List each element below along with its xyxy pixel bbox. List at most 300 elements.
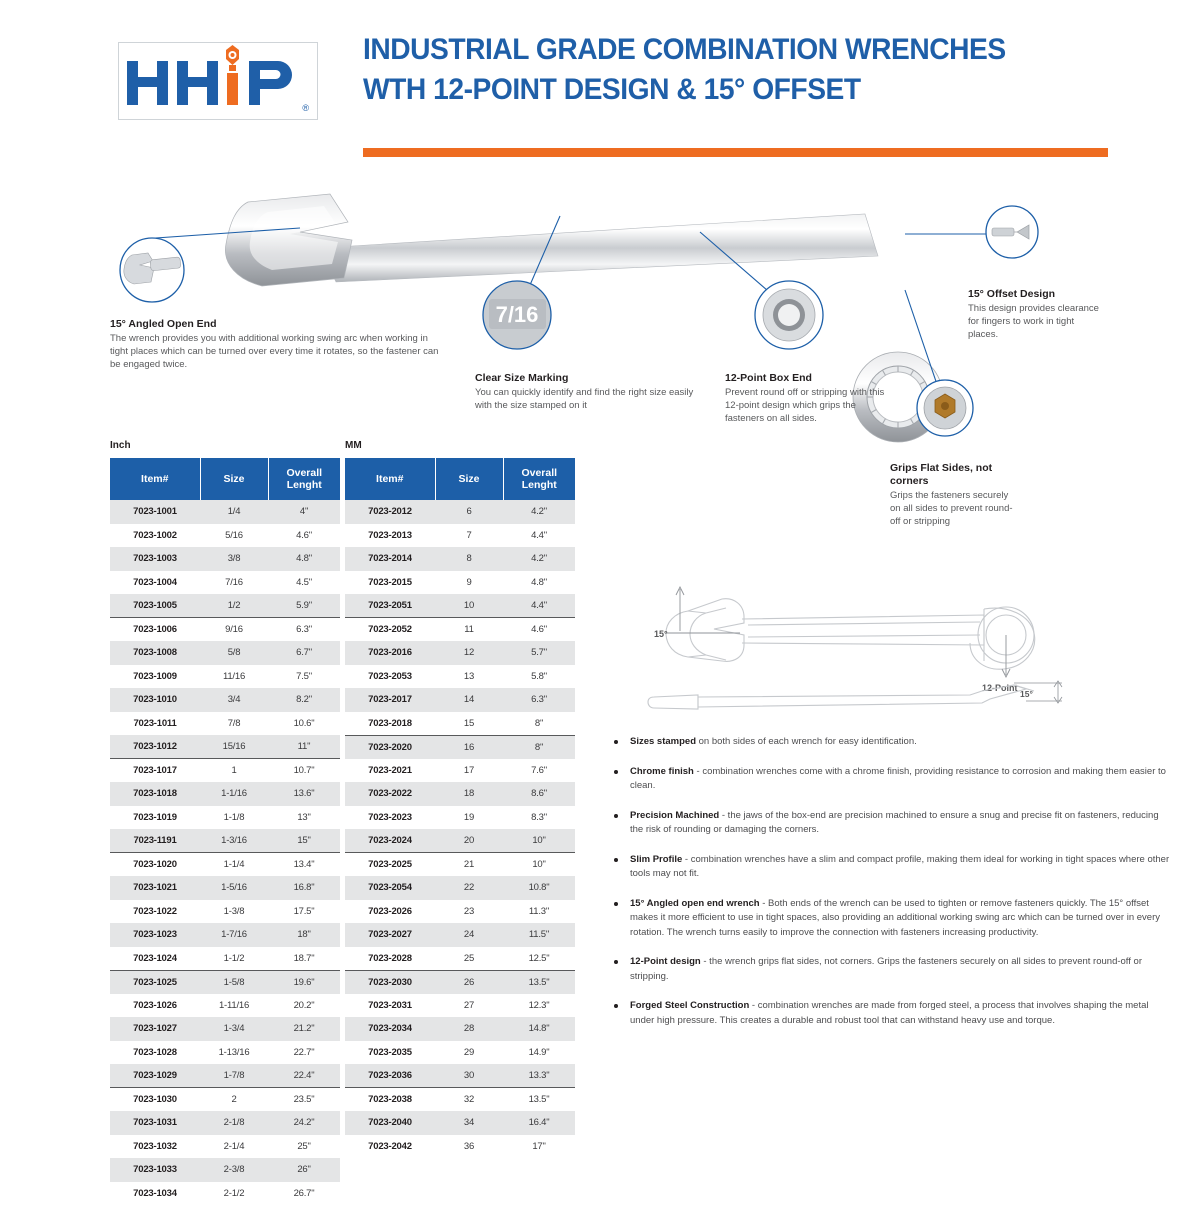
cell-size: 22 [435, 876, 503, 900]
table-row [345, 1017, 575, 1041]
cell-size: 2-1/8 [200, 1111, 268, 1135]
table-row [345, 1064, 575, 1088]
cell-overall-length: 4.2" [503, 500, 575, 524]
cell-item-number: 7023-2012 [345, 500, 435, 524]
feature-bullet-list [612, 735, 1172, 1043]
cell-overall-length: 8.6" [503, 782, 575, 806]
cell-overall-length: 6.3" [503, 688, 575, 712]
cell-item-number: 7023-1001 [110, 500, 200, 524]
cell-overall-length: 16.4" [503, 1111, 575, 1135]
cell-overall-length: 6.7" [268, 641, 340, 665]
cell-size: 1-7/8 [200, 1064, 268, 1088]
callout-grips-flat-sides [890, 462, 1020, 528]
feature-bullet-text: - combination wrenches have a slim and compact profile, making them ideal for working in tight spaces where other tools may not fit. [630, 854, 1169, 880]
table-row [110, 1088, 340, 1112]
page-title-line-2: WTH 12-POINT DESIGN & 15° OFFSET [363, 70, 1077, 110]
table-row [345, 947, 575, 971]
cell-size: 11 [435, 618, 503, 642]
cell-size: 1-11/16 [200, 994, 268, 1018]
cell-item-number: 7023-1025 [110, 970, 200, 994]
bullet-dot-icon [614, 770, 618, 774]
inset-open-end [120, 238, 184, 302]
cell-overall-length: 8" [503, 735, 575, 759]
cell-size: 1-1/8 [200, 806, 268, 830]
callout-title: Grips Flat Sides, not corners [890, 462, 1020, 488]
cell-size: 2 [200, 1088, 268, 1112]
cell-size: 1-1/16 [200, 782, 268, 806]
cell-overall-length: 12.3" [503, 994, 575, 1018]
cell-item-number: 7023-1029 [110, 1064, 200, 1088]
cell-item-number: 7023-2036 [345, 1064, 435, 1088]
feature-bullet-lead: Slim Profile [630, 854, 682, 865]
cell-overall-length: 4.8" [268, 547, 340, 571]
cell-overall-length: 15" [268, 829, 340, 853]
table-row [110, 1182, 340, 1205]
cell-overall-length: 10.6" [268, 712, 340, 736]
cell-item-number: 7023-1010 [110, 688, 200, 712]
cell-overall-length: 17.5" [268, 900, 340, 924]
hhip-logo-svg [119, 43, 317, 119]
cell-item-number: 7023-2015 [345, 571, 435, 595]
cell-item-number: 7023-2021 [345, 759, 435, 783]
cell-overall-length: 4" [268, 500, 340, 524]
callout-clear-size-marking [475, 372, 705, 412]
page-title-line-1: INDUSTRIAL GRADE COMBINATION WRENCHES [363, 30, 1077, 70]
table-row [345, 1041, 575, 1065]
feature-bullet-lead: Sizes stamped [630, 736, 696, 747]
table-row [110, 547, 340, 571]
cell-overall-length: 11.5" [503, 923, 575, 947]
cell-overall-length: 13" [268, 806, 340, 830]
cell-item-number: 7023-1032 [110, 1135, 200, 1159]
cell-size: 20 [435, 829, 503, 853]
cell-overall-length: 18" [268, 923, 340, 947]
registered-mark: ® [302, 103, 309, 113]
table-header-row [110, 458, 340, 500]
cell-overall-length: 22.7" [268, 1041, 340, 1065]
feature-bullet [612, 999, 1172, 1028]
table-row [110, 1135, 340, 1159]
col-header-length-line2: Lenght [287, 479, 322, 491]
cell-overall-length: 12.5" [503, 947, 575, 971]
table-row [110, 759, 340, 783]
cell-overall-length: 4.6" [268, 524, 340, 548]
col-header-length-line1: Overall [286, 467, 322, 479]
cell-overall-length: 13.4" [268, 853, 340, 877]
table-row [345, 994, 575, 1018]
cell-size: 13 [435, 665, 503, 689]
cell-overall-length: 13.5" [503, 970, 575, 994]
inset-box-end [755, 281, 823, 349]
table-row [110, 1111, 340, 1135]
technical-drawing [610, 575, 1170, 725]
cell-size: 26 [435, 970, 503, 994]
feature-bullet-text: - the jaws of the box-end are precision machined to ensure a snug and precise fit on fasteners, reducing the risk of rounding or damaging the corners. [630, 810, 1159, 836]
table-row [110, 900, 340, 924]
cell-size: 36 [435, 1135, 503, 1159]
bullet-dot-icon [614, 858, 618, 862]
cell-size: 29 [435, 1041, 503, 1065]
cell-item-number: 7023-1005 [110, 594, 200, 618]
table-row [110, 947, 340, 971]
table-row [345, 688, 575, 712]
table-row [345, 970, 575, 994]
cell-size: 34 [435, 1111, 503, 1135]
inch-table-label: Inch [110, 440, 131, 451]
table-row [345, 900, 575, 924]
callout-12-point-box-end [725, 372, 895, 425]
table-row [345, 735, 575, 759]
inset-offset-design [986, 206, 1038, 258]
cell-overall-length: 5.7" [503, 641, 575, 665]
callout-offset-design [968, 288, 1103, 341]
cell-overall-length: 18.7" [268, 947, 340, 971]
table-row [345, 665, 575, 689]
cell-size: 1-5/16 [200, 876, 268, 900]
cell-item-number: 7023-1022 [110, 900, 200, 924]
cell-overall-length: 4.4" [503, 524, 575, 548]
cell-size: 1-3/4 [200, 1017, 268, 1041]
cell-overall-length: 13.6" [268, 782, 340, 806]
table-row [345, 923, 575, 947]
cell-overall-length: 13.3" [503, 1064, 575, 1088]
page-title [363, 30, 1123, 110]
table-row [345, 1111, 575, 1135]
cell-overall-length: 25" [268, 1135, 340, 1159]
technical-drawing-svg [610, 575, 1170, 725]
table-row [345, 594, 575, 618]
cell-size: 15/16 [200, 735, 268, 759]
feature-bullet [612, 735, 1172, 750]
cell-size: 21 [435, 853, 503, 877]
feature-bullet-lead: Chrome finish [630, 766, 694, 777]
callout-angled-open-end [110, 318, 440, 371]
cell-size: 1 [200, 759, 268, 783]
title-accent-bar [363, 148, 1108, 157]
cell-overall-length: 5.9" [268, 594, 340, 618]
bullet-dot-icon [614, 902, 618, 906]
cell-overall-length: 7.5" [268, 665, 340, 689]
cell-item-number: 7023-2014 [345, 547, 435, 571]
inset-grips-flat-sides [917, 380, 973, 436]
cell-item-number: 7023-2035 [345, 1041, 435, 1065]
feature-bullet [612, 897, 1172, 941]
cell-size: 12 [435, 641, 503, 665]
cell-item-number: 7023-2052 [345, 618, 435, 642]
table-row [345, 1135, 575, 1159]
col-header-length [503, 458, 575, 500]
cell-item-number: 7023-1012 [110, 735, 200, 759]
feature-bullet [612, 809, 1172, 838]
cell-overall-length: 10.7" [268, 759, 340, 783]
cell-overall-length: 10" [503, 829, 575, 853]
cell-item-number: 7023-1003 [110, 547, 200, 571]
cell-item-number: 7023-2017 [345, 688, 435, 712]
cell-overall-length: 26" [268, 1158, 340, 1182]
table-row [110, 923, 340, 947]
mm-table-label: MM [345, 440, 362, 451]
tech-top-view [666, 599, 1035, 670]
table-row [345, 759, 575, 783]
cell-size: 30 [435, 1064, 503, 1088]
cell-size: 14 [435, 688, 503, 712]
feature-bullet-text: - combination wrenches are made from forged steel, a process that involves shaping the metal under high pressure. This creates a durable and robust tool that can withstand heavy use and torque. [630, 1000, 1149, 1026]
cell-item-number: 7023-1017 [110, 759, 200, 783]
cell-size: 1-3/8 [200, 900, 268, 924]
table-row [110, 1041, 340, 1065]
table-row [110, 618, 340, 642]
cell-overall-length: 26.7" [268, 1182, 340, 1205]
table-row [110, 829, 340, 853]
table-row [110, 571, 340, 595]
table-row [110, 994, 340, 1018]
table-row [110, 876, 340, 900]
size-stamp-text: 7/16 [496, 302, 539, 327]
cell-item-number: 7023-1191 [110, 829, 200, 853]
cell-size: 2-1/4 [200, 1135, 268, 1159]
cell-item-number: 7023-2051 [345, 594, 435, 618]
cell-item-number: 7023-1018 [110, 782, 200, 806]
cell-size: 2-1/2 [200, 1182, 268, 1205]
cell-item-number: 7023-1034 [110, 1182, 200, 1205]
cell-size: 32 [435, 1088, 503, 1112]
table-row [345, 641, 575, 665]
cell-size: 1-1/2 [200, 947, 268, 971]
bullet-dot-icon [614, 1004, 618, 1008]
cell-item-number: 7023-1004 [110, 571, 200, 595]
cell-size: 6 [435, 500, 503, 524]
cell-item-number: 7023-2020 [345, 735, 435, 759]
cell-overall-length: 24.2" [268, 1111, 340, 1135]
cell-overall-length: 11.3" [503, 900, 575, 924]
cell-overall-length: 14.8" [503, 1017, 575, 1041]
cell-size: 7/16 [200, 571, 268, 595]
cell-size: 19 [435, 806, 503, 830]
cell-size: 9/16 [200, 618, 268, 642]
cell-item-number: 7023-2053 [345, 665, 435, 689]
cell-size: 18 [435, 782, 503, 806]
callout-title: 15° Offset Design [968, 288, 1103, 301]
cell-size: 11/16 [200, 665, 268, 689]
cell-item-number: 7023-1011 [110, 712, 200, 736]
cell-size: 10 [435, 594, 503, 618]
cell-item-number: 7023-2027 [345, 923, 435, 947]
feature-bullet-lead: 15° Angled open end wrench [630, 898, 760, 909]
cell-item-number: 7023-1024 [110, 947, 200, 971]
cell-item-number: 7023-2028 [345, 947, 435, 971]
cell-item-number: 7023-2013 [345, 524, 435, 548]
cell-item-number: 7023-1021 [110, 876, 200, 900]
cell-item-number: 7023-1033 [110, 1158, 200, 1182]
cell-item-number: 7023-1027 [110, 1017, 200, 1041]
table-row [110, 688, 340, 712]
callout-body: This design provides clearance for fingers to work in tight places. [968, 302, 1103, 341]
table-row [110, 712, 340, 736]
mm-table-body [345, 500, 575, 1158]
table-row [110, 524, 340, 548]
cell-item-number: 7023-2038 [345, 1088, 435, 1112]
table-row [110, 665, 340, 689]
cell-overall-length: 14.9" [503, 1041, 575, 1065]
feature-bullet [612, 853, 1172, 882]
tech-label-offset-angle: 15° [1020, 689, 1033, 699]
callout-body: You can quickly identify and find the right size easily with the size stamped on it [475, 386, 705, 412]
cell-size: 24 [435, 923, 503, 947]
cell-overall-length: 8" [503, 712, 575, 736]
cell-overall-length: 10.8" [503, 876, 575, 900]
cell-overall-length: 21.2" [268, 1017, 340, 1041]
inch-spec-table [110, 458, 340, 1205]
cell-overall-length: 23.5" [268, 1088, 340, 1112]
table-row [345, 829, 575, 853]
col-header-size: Size [200, 458, 268, 500]
tech-label-12point: 12-Point [982, 683, 1018, 693]
mm-spec-table [345, 458, 575, 1158]
cell-size: 25 [435, 947, 503, 971]
table-row [345, 782, 575, 806]
table-row [110, 735, 340, 759]
callout-title: Clear Size Marking [475, 372, 705, 385]
cell-size: 9 [435, 571, 503, 595]
cell-item-number: 7023-2040 [345, 1111, 435, 1135]
col-header-length [268, 458, 340, 500]
tech-side-view [648, 685, 1034, 709]
cell-item-number: 7023-2054 [345, 876, 435, 900]
callout-title: 12-Point Box End [725, 372, 895, 385]
cell-size: 1-1/4 [200, 853, 268, 877]
cell-item-number: 7023-2022 [345, 782, 435, 806]
feature-bullet-lead: 12-Point design [630, 956, 701, 967]
feature-bullet-lead: Precision Machined [630, 810, 719, 821]
table-header-row [345, 458, 575, 500]
tech-label-open-angle: 15° [654, 629, 668, 639]
table-row [110, 1064, 340, 1088]
cell-item-number: 7023-1006 [110, 618, 200, 642]
bullet-dot-icon [614, 814, 618, 818]
cell-item-number: 7023-1031 [110, 1111, 200, 1135]
cell-item-number: 7023-1030 [110, 1088, 200, 1112]
cell-overall-length: 8.2" [268, 688, 340, 712]
cell-item-number: 7023-2030 [345, 970, 435, 994]
cell-size: 5/16 [200, 524, 268, 548]
table-row [345, 712, 575, 736]
cell-size: 1-13/16 [200, 1041, 268, 1065]
cell-item-number: 7023-1002 [110, 524, 200, 548]
cell-item-number: 7023-2031 [345, 994, 435, 1018]
cell-overall-length: 8.3" [503, 806, 575, 830]
table-row [110, 500, 340, 524]
table-row [345, 524, 575, 548]
cell-size: 1-3/16 [200, 829, 268, 853]
feature-bullet-text: on both sides of each wrench for easy identification. [696, 736, 917, 747]
cell-overall-length: 16.8" [268, 876, 340, 900]
cell-overall-length: 20.2" [268, 994, 340, 1018]
bullet-dot-icon [614, 740, 618, 744]
cell-overall-length: 7.6" [503, 759, 575, 783]
table-row [345, 547, 575, 571]
cell-size: 1-5/8 [200, 970, 268, 994]
cell-size: 28 [435, 1017, 503, 1041]
callout-body: Prevent round off or stripping with this 12-point design which grips the fasteners on all sides. [725, 386, 895, 425]
table-row [345, 853, 575, 877]
feature-bullet-text: - the wrench grips flat sides, not corners. Grips the fasteners securely on all sides to prevent round-off or stripping. [630, 956, 1142, 982]
inset-size-stamp [483, 281, 551, 349]
cell-size: 2-3/8 [200, 1158, 268, 1182]
table-row [110, 1158, 340, 1182]
cell-size: 7 [435, 524, 503, 548]
col-header-item: Item# [110, 458, 200, 500]
cell-overall-length: 4.4" [503, 594, 575, 618]
callout-title: 15° Angled Open End [110, 318, 440, 331]
table-row [345, 571, 575, 595]
cell-item-number: 7023-2016 [345, 641, 435, 665]
bullet-dot-icon [614, 960, 618, 964]
table-row [345, 500, 575, 524]
cell-item-number: 7023-2025 [345, 853, 435, 877]
cell-item-number: 7023-1028 [110, 1041, 200, 1065]
feature-bullet [612, 955, 1172, 984]
inch-table-body [110, 500, 340, 1205]
cell-item-number: 7023-1023 [110, 923, 200, 947]
table-row [110, 806, 340, 830]
table-row [345, 806, 575, 830]
col-header-length-line2: Lenght [522, 479, 557, 491]
table-row [110, 1017, 340, 1041]
cell-item-number: 7023-2023 [345, 806, 435, 830]
cell-item-number: 7023-1009 [110, 665, 200, 689]
cell-item-number: 7023-2026 [345, 900, 435, 924]
cell-size: 17 [435, 759, 503, 783]
cell-overall-length: 22.4" [268, 1064, 340, 1088]
cell-overall-length: 5.8" [503, 665, 575, 689]
feature-bullet-text: - combination wrenches come with a chrome finish, providing resistance to corrosion and making them easier to clean. [630, 766, 1166, 792]
cell-overall-length: 4.8" [503, 571, 575, 595]
col-header-size: Size [435, 458, 503, 500]
cell-size: 23 [435, 900, 503, 924]
cell-size: 16 [435, 735, 503, 759]
cell-overall-length: 19.6" [268, 970, 340, 994]
cell-item-number: 7023-2034 [345, 1017, 435, 1041]
cell-item-number: 7023-1008 [110, 641, 200, 665]
table-row [345, 876, 575, 900]
cell-overall-length: 4.6" [503, 618, 575, 642]
page-header [0, 0, 1200, 160]
cell-size: 1/4 [200, 500, 268, 524]
table-row [110, 853, 340, 877]
cell-overall-length: 17" [503, 1135, 575, 1159]
cell-overall-length: 11" [268, 735, 340, 759]
callout-body: Grips the fasteners securely on all sides to prevent round-off or stripping [890, 489, 1020, 528]
cell-overall-length: 4.2" [503, 547, 575, 571]
cell-overall-length: 13.5" [503, 1088, 575, 1112]
cell-overall-length: 10" [503, 853, 575, 877]
cell-overall-length: 6.3" [268, 618, 340, 642]
cell-item-number: 7023-2042 [345, 1135, 435, 1159]
table-row [110, 782, 340, 806]
table-row [110, 641, 340, 665]
cell-size: 1/2 [200, 594, 268, 618]
table-row [110, 594, 340, 618]
table-row [345, 618, 575, 642]
cell-size: 3/8 [200, 547, 268, 571]
cell-item-number: 7023-1019 [110, 806, 200, 830]
cell-size: 7/8 [200, 712, 268, 736]
feature-bullet-lead: Forged Steel Construction [630, 1000, 749, 1011]
cell-size: 8 [435, 547, 503, 571]
cell-item-number: 7023-2018 [345, 712, 435, 736]
cell-item-number: 7023-1026 [110, 994, 200, 1018]
col-header-item: Item# [345, 458, 435, 500]
